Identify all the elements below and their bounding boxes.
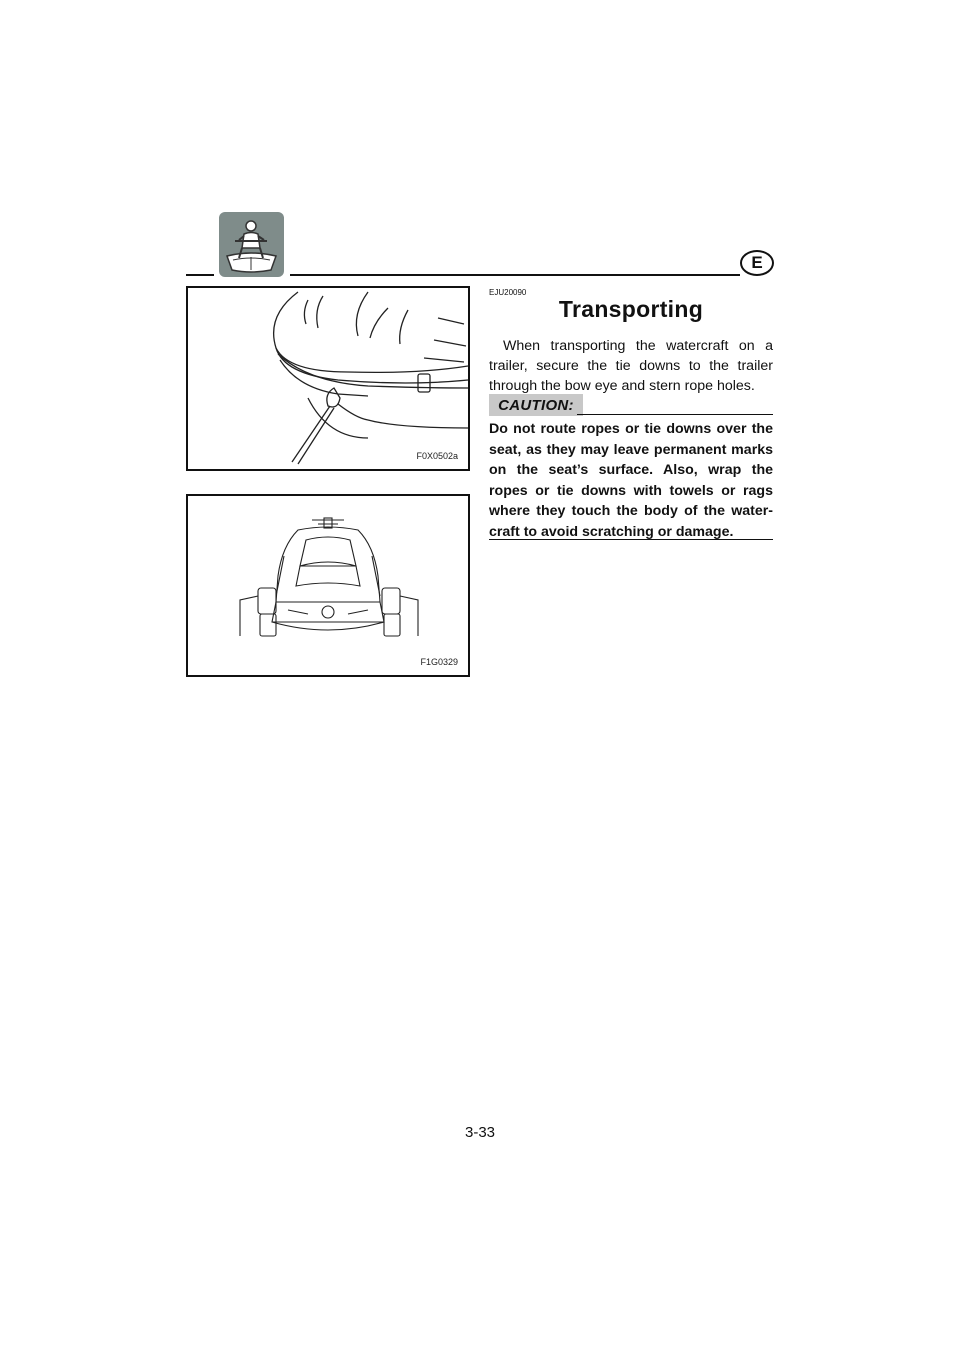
body-paragraph: When transporting the watercraft on a trailer, secure the tie downs to the trailer through the bow eye and stern rope holes.: [489, 338, 773, 394]
language-badge: E: [740, 250, 774, 276]
rider-on-watercraft-icon: [219, 212, 284, 277]
bow-eye-tie-down-illustration: [188, 288, 468, 469]
figure-trailer: [186, 494, 470, 677]
watercraft-on-trailer-illustration: [188, 496, 468, 675]
figure-code: F1G0329: [420, 657, 458, 667]
section-title: Transporting: [558, 296, 704, 322]
caution-text: Do not route ropes or tie downs over the seat, as they may leave permanent marks on the seat’s surface. Also, wrap the ropes or tie downs with towels or rags where they touch the body of the water-craft to avoid scratching or damage.: [489, 421, 773, 540]
header-rule-right: [290, 274, 740, 276]
figure-bow-eye: [186, 286, 470, 471]
reference-code: EJU20090: [489, 288, 527, 297]
page-number: 3-33: [464, 1124, 496, 1141]
figure-code: F0X0502a: [416, 451, 458, 461]
caution-label: CAUTION:: [489, 394, 583, 416]
caution-rule-bottom: [489, 539, 773, 540]
header-rule-left: [186, 274, 214, 276]
caution-rule-top: [577, 414, 773, 415]
